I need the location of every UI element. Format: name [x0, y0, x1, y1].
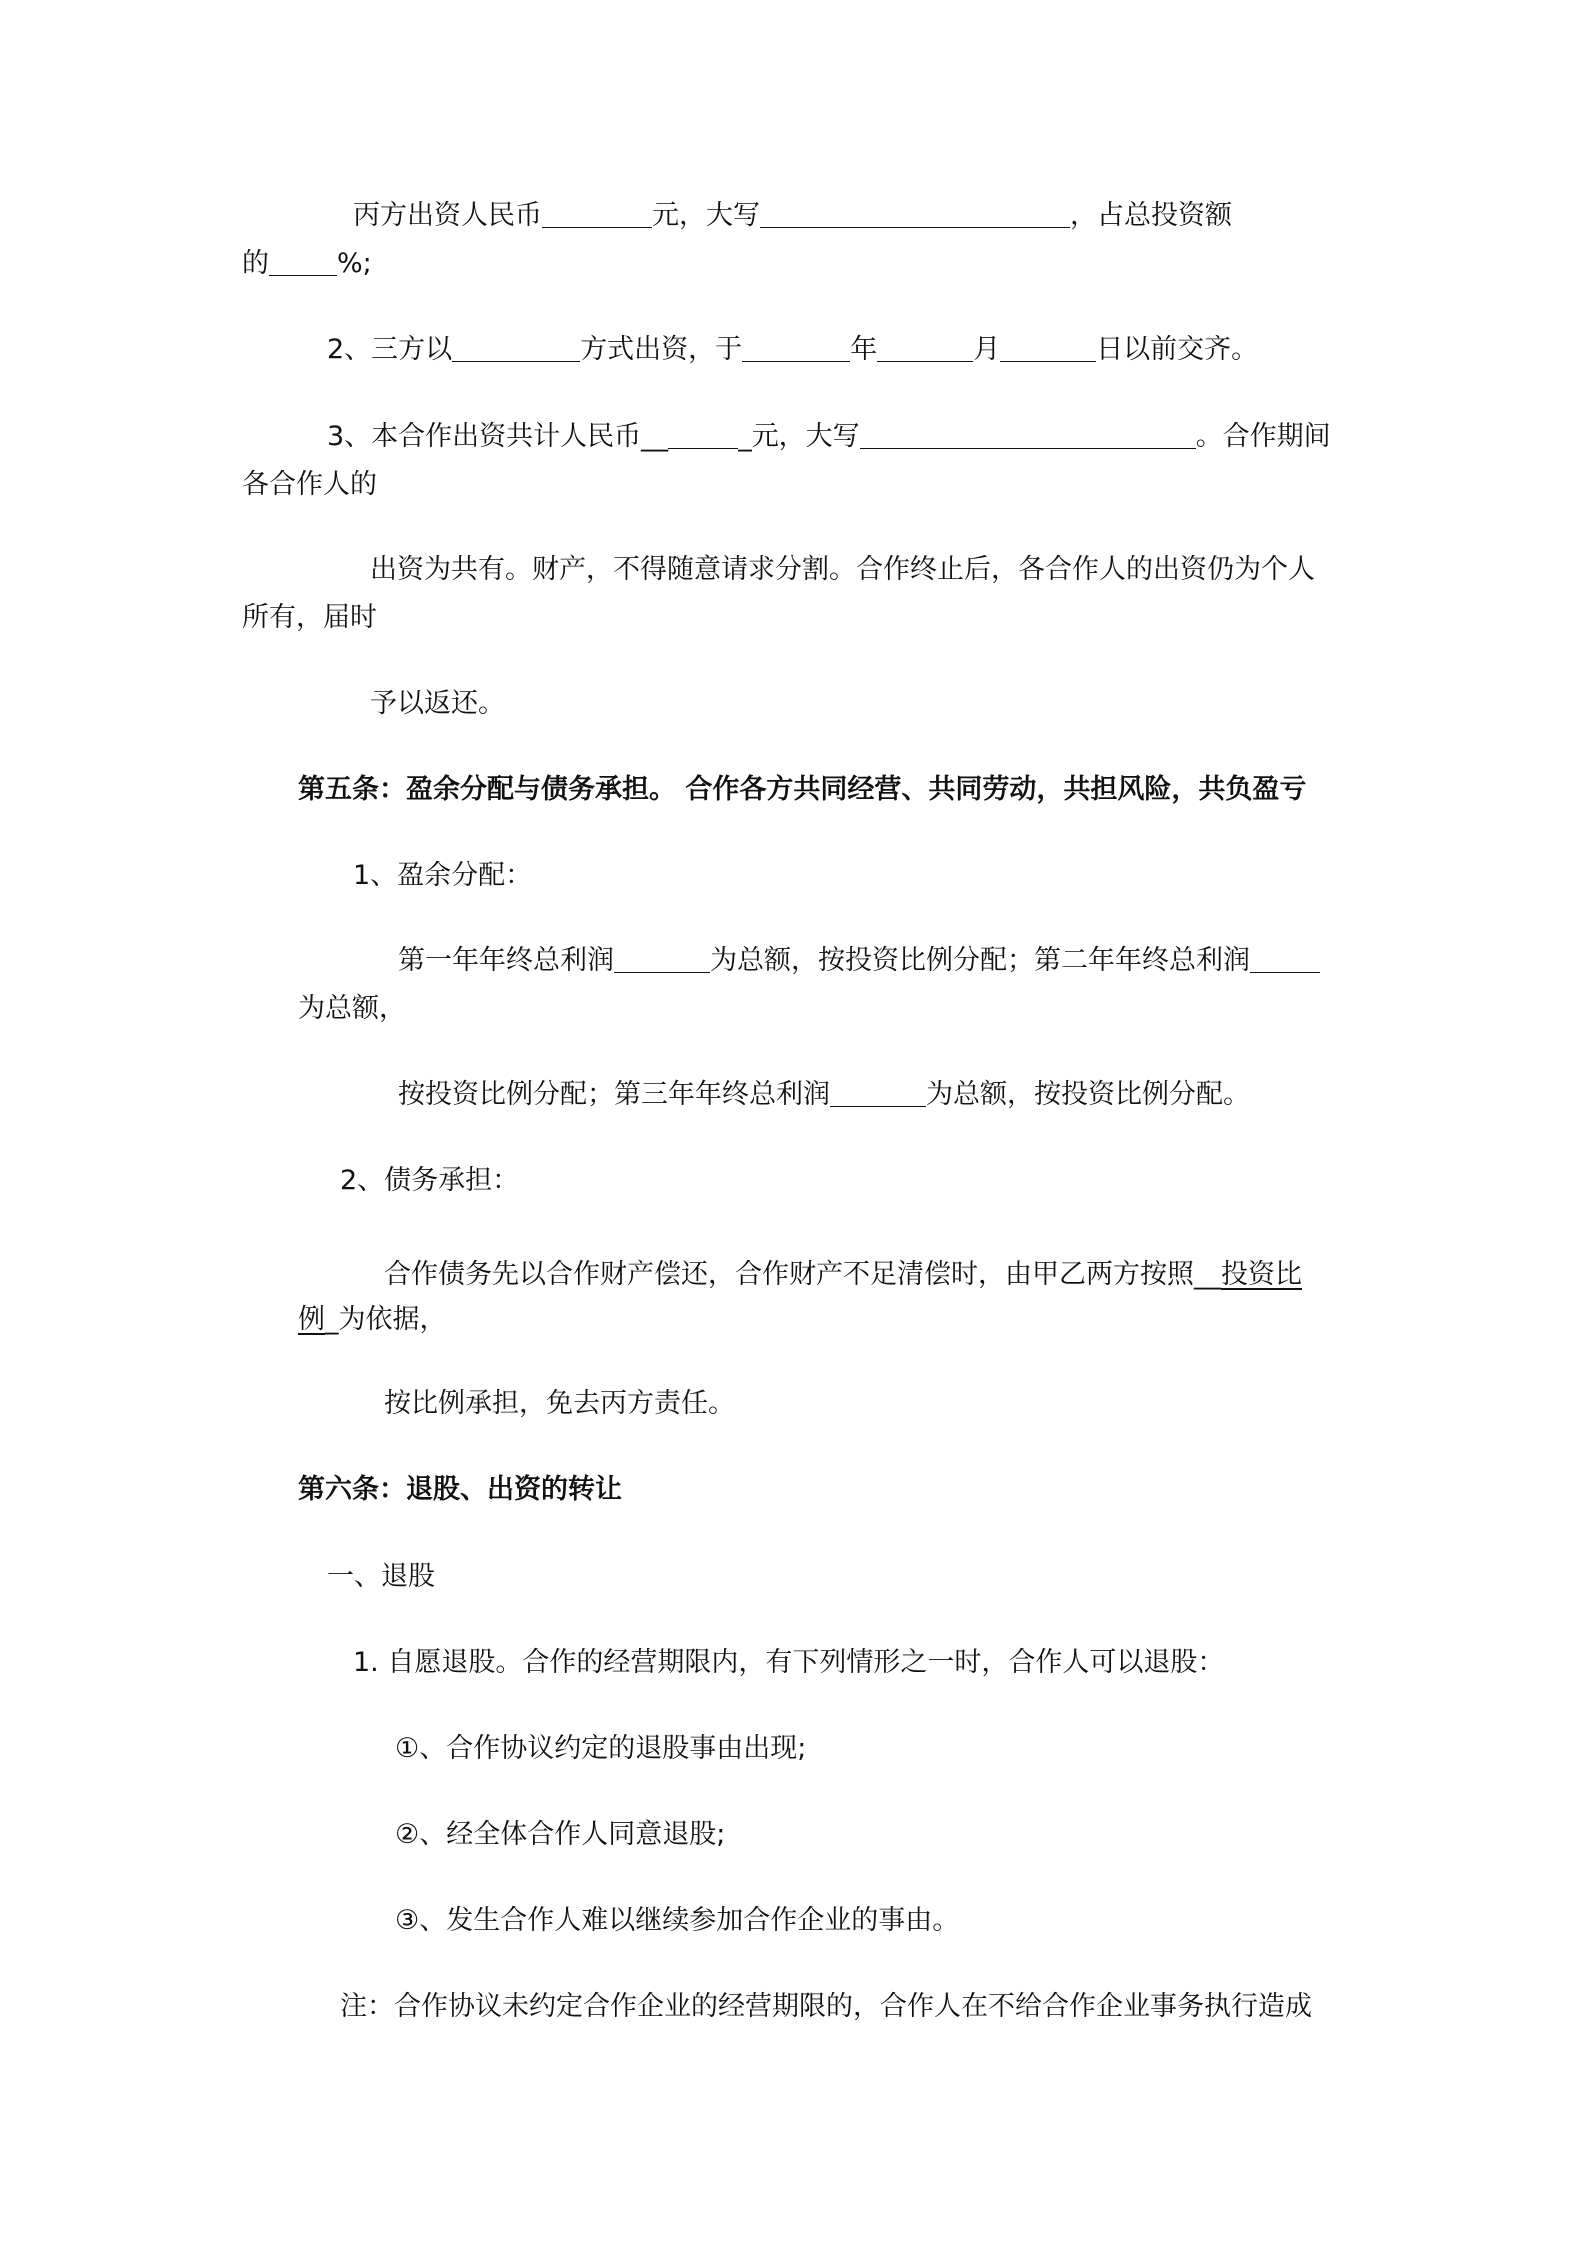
text: 按比例承担，免去丙方责任。: [384, 1388, 735, 1419]
text: 3、本合作出资共计人民币__: [327, 421, 669, 452]
text: 予以返还。: [370, 688, 505, 719]
condition-3: [395, 1903, 959, 1939]
text: 出资为共有。财产，不得随意请求分割。合作终止后，各合作人的出资仍为个人: [370, 554, 1315, 585]
text: 所有，届时: [242, 602, 377, 633]
text: 按投资比例分配；第三年年终总利润: [398, 1079, 830, 1110]
text: 第一年年终总利润: [398, 945, 614, 976]
article-5-heading: [298, 772, 1306, 808]
blank-field: [668, 421, 738, 449]
blank-field: [269, 248, 337, 276]
blank-field: [742, 334, 850, 362]
text: 方式出资，于: [580, 334, 743, 365]
text: 1、盈余分配：: [353, 860, 533, 891]
condition-1: [395, 1731, 806, 1767]
article-6-heading: [298, 1472, 622, 1508]
blank-field: [860, 421, 1196, 449]
text: ①、合作协议约定的退股事由出现;: [395, 1733, 807, 1764]
text: 各合作人的: [242, 469, 377, 500]
text: 为总额，: [298, 993, 406, 1024]
text: %;: [337, 248, 372, 279]
text: 2、债务承担：: [340, 1165, 520, 1196]
text: 1. 自愿退股。合作的经营期限内，有下列情形之一时，合作人可以退股：: [353, 1647, 1225, 1678]
clause-capital-c-line2: [242, 246, 372, 282]
text: 注：合作协议未约定合作企业的经营期限的，合作人在不给合作企业事务执行造成: [340, 1991, 1312, 2022]
text: 第六条：退股、出资的转让: [298, 1474, 622, 1505]
clause-contribution-method: [327, 332, 1258, 368]
blank-field: [614, 945, 710, 973]
text: ②、经全体合作人同意退股;: [395, 1819, 726, 1850]
blank-field: [542, 200, 652, 228]
clause-ownership-line1: [370, 552, 1315, 588]
clause-profit-line2: [298, 991, 406, 1027]
clause-capital-c-line1: [353, 198, 1232, 234]
text: 日以前交齐。: [1096, 334, 1259, 365]
clause-debt-line3: [384, 1386, 735, 1422]
item-voluntary-withdrawal: [353, 1645, 1224, 1681]
clause-total-capital-line2: [242, 467, 377, 503]
underlined-text: 投资比: [1221, 1259, 1302, 1290]
clause-ownership-line2: [242, 600, 377, 636]
text: 为总额，按投资比例分配；第二年年终总利润: [710, 945, 1250, 976]
clause-debt-line2: [298, 1302, 447, 1338]
blank-field: [1000, 334, 1096, 362]
condition-2: [395, 1817, 725, 1853]
text: _元，大写: [738, 421, 860, 452]
text: 的: [242, 248, 269, 279]
clause-profit-line1: [398, 943, 1320, 979]
text: 月: [973, 334, 1001, 365]
text: _为依据，: [325, 1304, 447, 1335]
clause-return: [370, 686, 505, 722]
blank-field: [1250, 945, 1320, 973]
clause-debt-line1: [384, 1257, 1302, 1293]
clause-total-capital-line1: [327, 419, 1331, 455]
section-debt: [340, 1163, 519, 1199]
text: 元，大写: [652, 200, 760, 231]
text: 。合作期间: [1195, 421, 1331, 452]
section-profit-distribution: [353, 858, 532, 894]
blank-field: [830, 1079, 926, 1107]
text: 年: [850, 334, 878, 365]
underlined-text: 例: [298, 1304, 325, 1335]
blank-field: [877, 334, 973, 362]
text: 一、退股: [327, 1561, 435, 1592]
text: 2、三方以: [327, 334, 453, 365]
text: ③、发生合作人难以继续参加合作企业的事由。: [395, 1905, 960, 1936]
clause-profit-line3: [398, 1077, 1250, 1113]
text: 合作债务先以合作财产偿还，合作财产不足清偿时，由甲乙两方按照__: [384, 1259, 1221, 1290]
blank-field: [760, 200, 1070, 228]
text: ，占总投资额: [1070, 200, 1232, 231]
section-withdrawal: [327, 1559, 435, 1595]
text: 第五条：盈余分配与债务承担。 合作各方共同经营、共同劳动，共担风险，共负盈亏: [298, 774, 1307, 805]
note: [340, 1989, 1312, 2025]
blank-field: [452, 334, 580, 362]
text: 丙方出资人民币: [353, 200, 542, 231]
text: 为总额，按投资比例分配。: [926, 1079, 1250, 1110]
